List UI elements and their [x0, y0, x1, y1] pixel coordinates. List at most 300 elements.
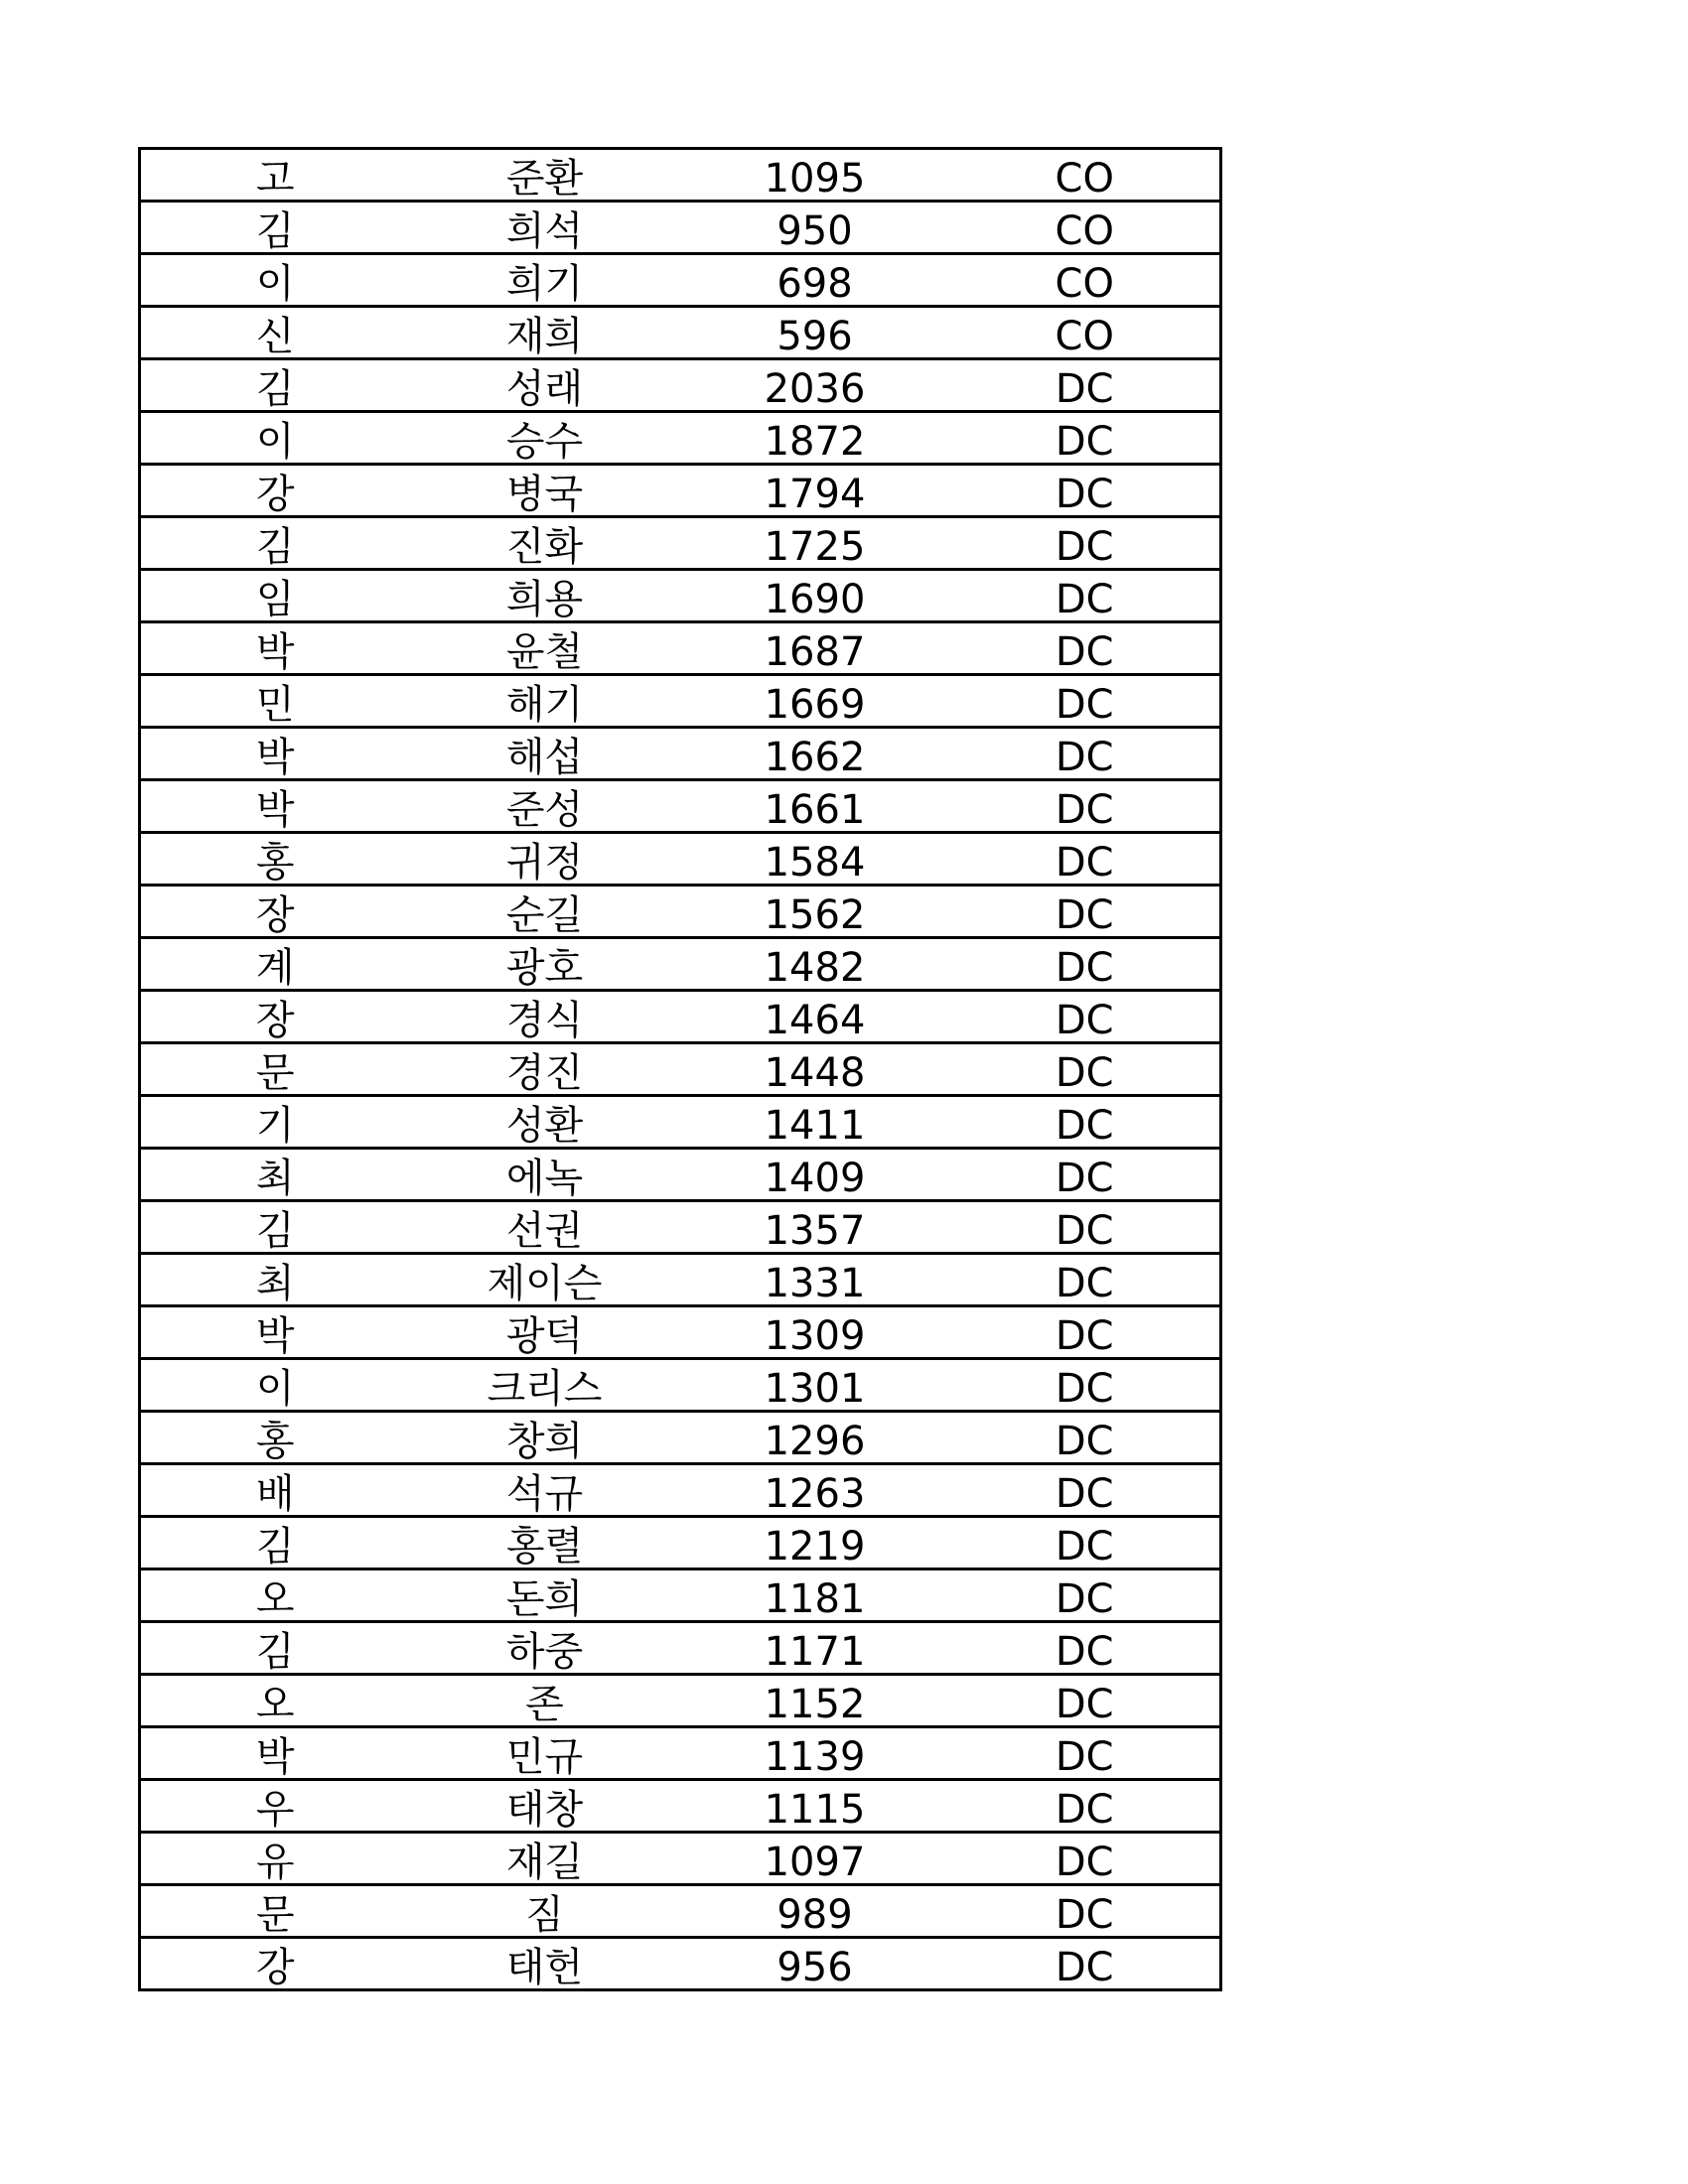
- given-name-cell: [410, 1938, 680, 1990]
- score-cell-text: 956: [776, 1944, 853, 1990]
- score-cell: [680, 622, 950, 675]
- given-name-cell: [410, 517, 680, 570]
- given-name-cell-text: 석규: [505, 1470, 584, 1517]
- table-row: [140, 938, 1221, 991]
- code-cell-text: DC: [1055, 1312, 1114, 1359]
- given-name-cell: [410, 991, 680, 1043]
- score-cell: [680, 254, 950, 307]
- surname-cell-text: 고: [255, 155, 295, 202]
- score-cell-text: 1171: [764, 1628, 866, 1675]
- score-cell-text: 1661: [764, 786, 866, 833]
- surname-cell-text: 이: [255, 418, 295, 465]
- given-name-cell-text: 하중: [505, 1628, 584, 1675]
- given-name-cell-text: 경진: [505, 1049, 584, 1096]
- given-name-cell: [410, 1043, 680, 1096]
- surname-cell-text: 김: [255, 523, 295, 570]
- surname-cell-text: 강: [255, 471, 295, 517]
- given-name-cell: [410, 1412, 680, 1464]
- surname-cell: [140, 359, 410, 412]
- score-cell: [680, 307, 950, 359]
- surname-cell-text: 기: [255, 1102, 295, 1149]
- given-name-cell: [410, 1727, 680, 1780]
- surname-cell: [140, 1096, 410, 1149]
- score-cell-text: 1562: [764, 891, 866, 938]
- given-name-cell: [410, 570, 680, 622]
- surname-cell: [140, 570, 410, 622]
- score-cell: [680, 1570, 950, 1622]
- code-cell: [950, 149, 1221, 202]
- table-row: [140, 254, 1221, 307]
- score-cell: [680, 570, 950, 622]
- score-cell: [680, 675, 950, 728]
- given-name-cell: [410, 1149, 680, 1201]
- code-cell-text: DC: [1055, 891, 1114, 938]
- code-cell-text: DC: [1055, 944, 1114, 991]
- given-name-cell-text: 희기: [505, 260, 584, 307]
- table-row: [140, 465, 1221, 517]
- table-row: [140, 622, 1221, 675]
- score-cell: [680, 1780, 950, 1833]
- code-cell-text: DC: [1055, 1891, 1114, 1938]
- score-cell-text: 1219: [764, 1523, 866, 1570]
- score-cell-text: 2036: [764, 365, 866, 412]
- code-cell: [950, 1412, 1221, 1464]
- code-cell-text: DC: [1055, 1049, 1114, 1096]
- code-cell: [950, 254, 1221, 307]
- code-cell-text: DC: [1055, 1418, 1114, 1464]
- score-cell-text: 1115: [764, 1786, 866, 1833]
- given-name-cell-text: 광덕: [505, 1312, 584, 1359]
- surname-cell: [140, 1306, 410, 1359]
- surname-cell-text: 박: [255, 786, 295, 833]
- code-cell-text: DC: [1055, 1839, 1114, 1885]
- code-cell: [950, 886, 1221, 938]
- score-cell: [680, 1938, 950, 1990]
- given-name-cell-text: 제이슨: [487, 1260, 603, 1306]
- surname-cell-text: 오: [255, 1681, 295, 1727]
- surname-cell-text: 김: [255, 1523, 295, 1570]
- code-cell-text: DC: [1055, 1470, 1114, 1517]
- code-cell: [950, 307, 1221, 359]
- score-cell-text: 698: [776, 260, 853, 307]
- code-cell: [950, 1201, 1221, 1254]
- score-cell-text: 989: [776, 1891, 853, 1938]
- table-row: [140, 517, 1221, 570]
- given-name-cell: [410, 359, 680, 412]
- given-name-cell-text: 윤철: [505, 628, 584, 675]
- given-name-cell: [410, 1780, 680, 1833]
- surname-cell-text: 문: [255, 1891, 295, 1938]
- score-cell: [680, 1727, 950, 1780]
- given-name-cell: [410, 833, 680, 886]
- surname-cell-text: 장: [255, 997, 295, 1043]
- given-name-cell: [410, 1359, 680, 1412]
- given-name-cell-text: 순길: [505, 891, 584, 938]
- surname-cell: [140, 1043, 410, 1096]
- score-cell: [680, 938, 950, 991]
- given-name-cell: [410, 1833, 680, 1885]
- score-cell-text: 1448: [764, 1049, 866, 1096]
- surname-cell: [140, 254, 410, 307]
- score-cell: [680, 1306, 950, 1359]
- code-cell: [950, 1306, 1221, 1359]
- roster-table-body: [140, 149, 1221, 1990]
- surname-cell-text: 박: [255, 1733, 295, 1780]
- table-row: [140, 1149, 1221, 1201]
- surname-cell: [140, 728, 410, 780]
- surname-cell-text: 최: [255, 1155, 295, 1201]
- given-name-cell-text: 에녹: [505, 1155, 584, 1201]
- score-cell: [680, 1043, 950, 1096]
- code-cell: [950, 1833, 1221, 1885]
- table-row: [140, 1201, 1221, 1254]
- score-cell-text: 1309: [764, 1312, 866, 1359]
- surname-cell-text: 박: [255, 1312, 295, 1359]
- surname-cell-text: 김: [255, 365, 295, 412]
- surname-cell-text: 민: [255, 681, 295, 728]
- code-cell-text: CO: [1055, 207, 1114, 254]
- code-cell: [950, 1675, 1221, 1727]
- given-name-cell: [410, 938, 680, 991]
- table-row: [140, 833, 1221, 886]
- given-name-cell-text: 태헌: [505, 1944, 584, 1990]
- table-row: [140, 1570, 1221, 1622]
- code-cell-text: DC: [1055, 418, 1114, 465]
- surname-cell-text: 박: [255, 628, 295, 675]
- code-cell-text: DC: [1055, 576, 1114, 622]
- given-name-cell-text: 희석: [505, 207, 584, 254]
- surname-cell: [140, 202, 410, 254]
- surname-cell-text: 문: [255, 1049, 295, 1096]
- code-cell: [950, 1570, 1221, 1622]
- surname-cell: [140, 517, 410, 570]
- surname-cell: [140, 1938, 410, 1990]
- given-name-cell-text: 짐: [525, 1891, 564, 1938]
- code-cell: [950, 1043, 1221, 1096]
- given-name-cell-text: 돈희: [505, 1575, 584, 1622]
- score-cell: [680, 1149, 950, 1201]
- score-cell-text: 1794: [764, 471, 866, 517]
- score-cell: [680, 202, 950, 254]
- score-cell-text: 950: [776, 207, 853, 254]
- table-row: [140, 570, 1221, 622]
- table-row: [140, 1780, 1221, 1833]
- score-cell-text: 1725: [764, 523, 866, 570]
- given-name-cell: [410, 1201, 680, 1254]
- code-cell-text: DC: [1055, 1733, 1114, 1780]
- given-name-cell-text: 준환: [505, 155, 584, 202]
- score-cell: [680, 1517, 950, 1570]
- surname-cell: [140, 675, 410, 728]
- code-cell-text: DC: [1055, 1260, 1114, 1306]
- code-cell-text: DC: [1055, 786, 1114, 833]
- code-cell: [950, 833, 1221, 886]
- given-name-cell-text: 준성: [505, 786, 584, 833]
- code-cell-text: DC: [1055, 1681, 1114, 1727]
- table-row: [140, 675, 1221, 728]
- surname-cell: [140, 622, 410, 675]
- score-cell-text: 1464: [764, 997, 866, 1043]
- table-row: [140, 728, 1221, 780]
- surname-cell: [140, 833, 410, 886]
- table-row: [140, 1306, 1221, 1359]
- given-name-cell-text: 성환: [505, 1102, 584, 1149]
- score-cell-text: 1409: [764, 1155, 866, 1201]
- score-cell-text: 1662: [764, 734, 866, 780]
- score-cell-text: 1263: [764, 1470, 866, 1517]
- surname-cell: [140, 1780, 410, 1833]
- code-cell: [950, 1885, 1221, 1938]
- given-name-cell: [410, 1570, 680, 1622]
- given-name-cell-text: 선권: [505, 1207, 584, 1254]
- given-name-cell-text: 재희: [505, 313, 584, 359]
- score-cell: [680, 1885, 950, 1938]
- code-cell: [950, 991, 1221, 1043]
- given-name-cell-text: 크리스: [487, 1365, 603, 1412]
- code-cell-text: DC: [1055, 365, 1114, 412]
- code-cell-text: DC: [1055, 471, 1114, 517]
- surname-cell-text: 임: [255, 576, 295, 622]
- code-cell-text: DC: [1055, 1365, 1114, 1412]
- table-row: [140, 1833, 1221, 1885]
- surname-cell-text: 홍: [255, 1418, 295, 1464]
- surname-cell: [140, 1833, 410, 1885]
- code-cell: [950, 938, 1221, 991]
- code-cell-text: DC: [1055, 734, 1114, 780]
- code-cell: [950, 359, 1221, 412]
- table-row: [140, 1464, 1221, 1517]
- code-cell-text: DC: [1055, 1575, 1114, 1622]
- score-cell-text: 1152: [764, 1681, 866, 1727]
- given-name-cell: [410, 307, 680, 359]
- given-name-cell: [410, 622, 680, 675]
- given-name-cell-text: 재길: [505, 1839, 584, 1885]
- code-cell-text: DC: [1055, 839, 1114, 886]
- table-row: [140, 1675, 1221, 1727]
- surname-cell: [140, 1622, 410, 1675]
- surname-cell-text: 최: [255, 1260, 295, 1306]
- score-cell-text: 1097: [764, 1839, 866, 1885]
- given-name-cell: [410, 1254, 680, 1306]
- code-cell: [950, 517, 1221, 570]
- code-cell: [950, 622, 1221, 675]
- given-name-cell-text: 태창: [505, 1786, 584, 1833]
- code-cell: [950, 570, 1221, 622]
- given-name-cell: [410, 728, 680, 780]
- score-cell: [680, 1833, 950, 1885]
- surname-cell: [140, 938, 410, 991]
- score-cell-text: 1139: [764, 1733, 866, 1780]
- surname-cell: [140, 1570, 410, 1622]
- surname-cell: [140, 465, 410, 517]
- score-cell-text: 1584: [764, 839, 866, 886]
- given-name-cell: [410, 886, 680, 938]
- score-cell-text: 1690: [764, 576, 866, 622]
- code-cell: [950, 1938, 1221, 1990]
- table-row: [140, 1096, 1221, 1149]
- surname-cell: [140, 1675, 410, 1727]
- given-name-cell: [410, 1622, 680, 1675]
- given-name-cell-text: 귀정: [505, 839, 584, 886]
- surname-cell: [140, 307, 410, 359]
- table-row: [140, 1885, 1221, 1938]
- code-cell: [950, 1517, 1221, 1570]
- score-cell: [680, 991, 950, 1043]
- score-cell: [680, 833, 950, 886]
- code-cell-text: DC: [1055, 1628, 1114, 1675]
- score-cell: [680, 728, 950, 780]
- given-name-cell-text: 민규: [505, 1733, 584, 1780]
- table-row: [140, 412, 1221, 465]
- surname-cell: [140, 1149, 410, 1201]
- code-cell-text: CO: [1055, 155, 1114, 202]
- code-cell: [950, 1359, 1221, 1412]
- given-name-cell: [410, 1675, 680, 1727]
- surname-cell-text: 강: [255, 1944, 295, 1990]
- given-name-cell-text: 성래: [505, 365, 584, 412]
- given-name-cell-text: 창희: [505, 1418, 584, 1464]
- code-cell: [950, 1780, 1221, 1833]
- code-cell-text: DC: [1055, 1786, 1114, 1833]
- score-cell: [680, 517, 950, 570]
- surname-cell-text: 김: [255, 207, 295, 254]
- code-cell: [950, 1622, 1221, 1675]
- code-cell: [950, 1254, 1221, 1306]
- surname-cell: [140, 991, 410, 1043]
- given-name-cell: [410, 1517, 680, 1570]
- score-cell-text: 1872: [764, 418, 866, 465]
- table-row: [140, 780, 1221, 833]
- score-cell: [680, 359, 950, 412]
- score-cell: [680, 1359, 950, 1412]
- score-cell: [680, 1201, 950, 1254]
- given-name-cell-text: 해기: [505, 681, 584, 728]
- surname-cell: [140, 1885, 410, 1938]
- score-cell-text: 1411: [764, 1102, 866, 1149]
- code-cell-text: DC: [1055, 523, 1114, 570]
- score-cell-text: 1181: [764, 1575, 866, 1622]
- code-cell: [950, 728, 1221, 780]
- code-cell-text: DC: [1055, 628, 1114, 675]
- table-row: [140, 1517, 1221, 1570]
- roster-table: [138, 147, 1222, 1991]
- code-cell: [950, 780, 1221, 833]
- surname-cell-text: 김: [255, 1628, 295, 1675]
- surname-cell: [140, 149, 410, 202]
- score-cell-text: 596: [776, 313, 853, 359]
- code-cell-text: DC: [1055, 997, 1114, 1043]
- given-name-cell: [410, 149, 680, 202]
- surname-cell-text: 배: [255, 1470, 295, 1517]
- code-cell-text: DC: [1055, 1102, 1114, 1149]
- surname-cell: [140, 1517, 410, 1570]
- code-cell-text: DC: [1055, 1207, 1114, 1254]
- table-row: [140, 1938, 1221, 1990]
- score-cell: [680, 1412, 950, 1464]
- code-cell-text: DC: [1055, 1523, 1114, 1570]
- table-row: [140, 991, 1221, 1043]
- table-row: [140, 1622, 1221, 1675]
- given-name-cell-text: 병국: [505, 471, 584, 517]
- given-name-cell-text: 해섭: [505, 734, 584, 780]
- score-cell-text: 1296: [764, 1418, 866, 1464]
- surname-cell-text: 계: [255, 944, 295, 991]
- surname-cell: [140, 1412, 410, 1464]
- surname-cell-text: 이: [255, 1365, 295, 1412]
- given-name-cell: [410, 412, 680, 465]
- code-cell-text: CO: [1055, 313, 1114, 359]
- code-cell-text: DC: [1055, 681, 1114, 728]
- table-row: [140, 1359, 1221, 1412]
- table-row: [140, 1043, 1221, 1096]
- given-name-cell-text: 광호: [505, 944, 584, 991]
- table-row: [140, 1727, 1221, 1780]
- given-name-cell: [410, 1885, 680, 1938]
- table-row: [140, 149, 1221, 202]
- score-cell: [680, 465, 950, 517]
- table-row: [140, 1254, 1221, 1306]
- score-cell-text: 1687: [764, 628, 866, 675]
- code-cell: [950, 412, 1221, 465]
- table-row: [140, 1412, 1221, 1464]
- given-name-cell-text: 희용: [505, 576, 584, 622]
- surname-cell: [140, 886, 410, 938]
- code-cell-text: DC: [1055, 1944, 1114, 1990]
- given-name-cell-text: 홍렬: [505, 1523, 584, 1570]
- table-row: [140, 886, 1221, 938]
- given-name-cell: [410, 254, 680, 307]
- score-cell-text: 1669: [764, 681, 866, 728]
- surname-cell: [140, 1359, 410, 1412]
- surname-cell-text: 장: [255, 891, 295, 938]
- score-cell: [680, 149, 950, 202]
- score-cell-text: 1331: [764, 1260, 866, 1306]
- code-cell-text: CO: [1055, 260, 1114, 307]
- score-cell: [680, 886, 950, 938]
- given-name-cell: [410, 202, 680, 254]
- score-cell: [680, 1622, 950, 1675]
- table-row: [140, 202, 1221, 254]
- surname-cell: [140, 1727, 410, 1780]
- table-row: [140, 359, 1221, 412]
- surname-cell-text: 신: [255, 313, 295, 359]
- given-name-cell: [410, 1096, 680, 1149]
- surname-cell: [140, 412, 410, 465]
- surname-cell-text: 유: [255, 1839, 295, 1885]
- code-cell: [950, 1727, 1221, 1780]
- given-name-cell: [410, 1306, 680, 1359]
- given-name-cell-text: 경식: [505, 997, 584, 1043]
- score-cell-text: 1301: [764, 1365, 866, 1412]
- given-name-cell-text: 승수: [505, 418, 584, 465]
- given-name-cell: [410, 465, 680, 517]
- code-cell: [950, 465, 1221, 517]
- score-cell-text: 1095: [764, 155, 866, 202]
- surname-cell: [140, 1464, 410, 1517]
- score-cell: [680, 1464, 950, 1517]
- score-cell: [680, 1096, 950, 1149]
- surname-cell-text: 우: [255, 1786, 295, 1833]
- given-name-cell-text: 존: [525, 1681, 564, 1727]
- code-cell: [950, 202, 1221, 254]
- code-cell-text: DC: [1055, 1155, 1114, 1201]
- surname-cell-text: 김: [255, 1207, 295, 1254]
- given-name-cell: [410, 675, 680, 728]
- given-name-cell: [410, 1464, 680, 1517]
- score-cell: [680, 780, 950, 833]
- surname-cell: [140, 1254, 410, 1306]
- surname-cell: [140, 780, 410, 833]
